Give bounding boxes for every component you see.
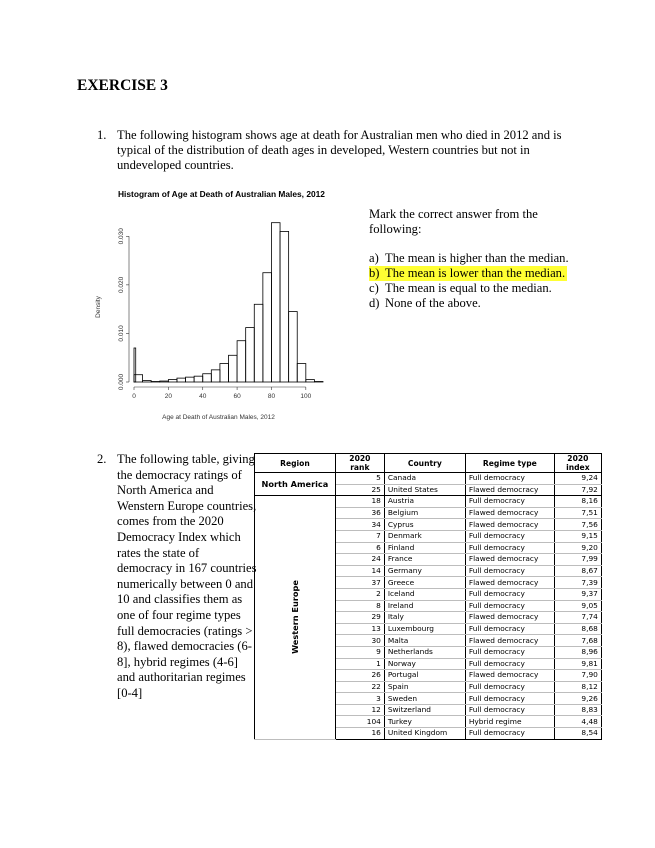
country-cell: Portugal [384, 670, 465, 682]
rank-cell: 5 [335, 473, 384, 485]
region-cell [255, 473, 336, 496]
regime-cell: Full democracy [465, 658, 554, 670]
country-cell: Finland [384, 542, 465, 554]
histogram-bar [177, 378, 186, 382]
histogram-bar [203, 374, 212, 382]
regime-cell: Full democracy [465, 623, 554, 635]
regime-cell: Full democracy [465, 646, 554, 658]
histogram-bar [168, 380, 177, 382]
regime-cell: Full democracy [465, 728, 554, 740]
question-1-text: The following histogram shows age at death for Australian men who died in 2012 and is typical of the distribution of death ages in developed, Western countries but not in undeveloped countries. [117, 128, 562, 172]
region-cell [255, 496, 336, 739]
regime-cell: Hybrid regime [465, 716, 554, 728]
country-cell: Norway [384, 658, 465, 670]
rank-cell: 12 [335, 704, 384, 716]
option-d[interactable] [369, 296, 569, 311]
x-tick-label: 40 [199, 393, 207, 400]
regime-cell: Flawed democracy [465, 635, 554, 647]
histogram-bar [194, 376, 203, 382]
histogram-bar [220, 364, 229, 382]
country-cell: Denmark [384, 530, 465, 542]
country-cell: Sweden [384, 693, 465, 705]
question-1-prompt: Mark the correct answer from the following: [369, 207, 538, 236]
rank-cell: 1 [335, 658, 384, 670]
histogram-bar [211, 370, 220, 382]
y-tick-label: 0.020 [118, 276, 125, 293]
header-region: Region [255, 454, 336, 473]
index-cell: 9,37 [554, 588, 601, 600]
exercise-title: EXERCISE 3 [77, 77, 168, 94]
country-cell: Turkey [384, 716, 465, 728]
y-tick-label: 0.010 [118, 325, 125, 342]
y-tick-label: 0.030 [118, 228, 125, 245]
rank-cell: 30 [335, 635, 384, 647]
question-2-text: The following table, giving the democracy ratings of North America and Wenstern Europe countries, comes from the 2020 Democracy Index which rates the state of democracy in 167 countries numerically between 0 and 10 and classifies them as one of four regime types full democracies (ratings > 8), flawed democracies (6-8], hybrid regimes (4-6] and authoritarian regimes [0-4] [117, 452, 257, 700]
header-country: Country [384, 454, 465, 473]
country-cell: Greece [384, 577, 465, 589]
country-cell: France [384, 554, 465, 566]
option-c-text: The mean is equal to the median. [385, 281, 552, 295]
regime-cell: Flawed democracy [465, 554, 554, 566]
index-cell: 8,68 [554, 623, 601, 635]
country-cell: Germany [384, 565, 465, 577]
index-cell: 8,67 [554, 565, 601, 577]
index-cell: 7,74 [554, 612, 601, 624]
histogram-title: Histogram of Age at Death of Australian Males, 2012 [118, 189, 325, 199]
index-cell: 7,56 [554, 519, 601, 531]
rank-cell: 16 [335, 728, 384, 740]
option-a-letter: a) [369, 251, 379, 265]
y-axis-label: Density [95, 296, 102, 318]
country-cell: Netherlands [384, 646, 465, 658]
index-cell: 7,92 [554, 484, 601, 496]
index-cell: 7,68 [554, 635, 601, 647]
country-cell: Cyprus [384, 519, 465, 531]
histogram-bar [160, 381, 169, 382]
country-cell: Austria [384, 496, 465, 508]
index-cell: 4,48 [554, 716, 601, 728]
regime-cell: Flawed democracy [465, 507, 554, 519]
header-rank: 2020 rank [335, 454, 384, 473]
country-cell: Switzerland [384, 704, 465, 716]
histogram-bar [143, 381, 152, 382]
histogram-bar [246, 328, 255, 382]
index-cell: 9,05 [554, 600, 601, 612]
rank-cell: 104 [335, 716, 384, 728]
index-cell: 9,24 [554, 473, 601, 485]
country-cell: United States [384, 484, 465, 496]
histogram-bar [271, 223, 280, 382]
header-index: 2020 index [554, 454, 601, 473]
index-cell: 8,96 [554, 646, 601, 658]
country-cell: Italy [384, 612, 465, 624]
regime-cell: Flawed democracy [465, 484, 554, 496]
regime-cell: Flawed democracy [465, 612, 554, 624]
rank-cell: 9 [335, 646, 384, 658]
rank-cell: 18 [335, 496, 384, 508]
rank-cell: 37 [335, 577, 384, 589]
index-cell: 9,26 [554, 693, 601, 705]
option-b-text: The mean is lower than the median. [385, 266, 566, 280]
regime-cell: Full democracy [465, 704, 554, 716]
header-regime-type: Regime type [465, 454, 554, 473]
regime-cell: Full democracy [465, 542, 554, 554]
index-cell: 7,39 [554, 577, 601, 589]
regime-cell: Flawed democracy [465, 577, 554, 589]
question-1-number: 1. [97, 128, 107, 142]
option-a-text: The mean is higher than the median. [385, 251, 569, 265]
index-cell: 9,15 [554, 530, 601, 542]
regime-cell: Full democracy [465, 496, 554, 508]
option-b-highlighted[interactable] [369, 266, 567, 281]
histogram-bar [263, 273, 272, 382]
y-tick-label: 0.000 [118, 373, 125, 391]
country-cell: Iceland [384, 588, 465, 600]
option-a[interactable] [369, 251, 569, 266]
x-tick-label: 80 [267, 393, 276, 400]
histogram-bar [237, 341, 246, 382]
histogram-bar [306, 380, 315, 382]
answer-options [369, 251, 569, 311]
histogram-bar [280, 231, 289, 382]
histogram-bar [134, 375, 143, 382]
rank-cell: 7 [335, 530, 384, 542]
option-d-text: None of the above. [385, 296, 481, 310]
region-label: Western Europe [289, 580, 300, 655]
x-tick-label: 100 [300, 393, 312, 400]
country-cell: United Kingdom [384, 728, 465, 740]
histogram-bar [229, 355, 238, 382]
rank-cell: 6 [335, 542, 384, 554]
histogram-bar [186, 377, 195, 382]
index-cell: 9,81 [554, 658, 601, 670]
rank-cell: 25 [335, 484, 384, 496]
histogram-bar [254, 304, 263, 382]
rank-cell: 34 [335, 519, 384, 531]
histogram-chart [90, 200, 335, 432]
index-cell: 7,99 [554, 554, 601, 566]
country-cell: Malta [384, 635, 465, 647]
option-b-letter: b) [369, 266, 380, 280]
option-c-letter: c) [369, 281, 379, 295]
rank-cell: 2 [335, 588, 384, 600]
index-cell: 8,83 [554, 704, 601, 716]
rank-cell: 3 [335, 693, 384, 705]
regime-cell: Full democracy [465, 681, 554, 693]
rank-cell: 29 [335, 612, 384, 624]
country-cell: Canada [384, 473, 465, 485]
rank-cell: 13 [335, 623, 384, 635]
index-cell: 7,51 [554, 507, 601, 519]
country-cell: Spain [384, 681, 465, 693]
country-cell: Belgium [384, 507, 465, 519]
country-cell: Luxembourg [384, 623, 465, 635]
regime-cell: Full democracy [465, 473, 554, 485]
x-tick-label: 60 [233, 393, 241, 400]
index-cell: 9,20 [554, 542, 601, 554]
country-cell: Ireland [384, 600, 465, 612]
rank-cell: 22 [335, 681, 384, 693]
regime-cell: Flawed democracy [465, 670, 554, 682]
question-2-number: 2. [97, 452, 107, 466]
table-row [255, 496, 602, 508]
rank-cell: 8 [335, 600, 384, 612]
regime-cell: Full democracy [465, 565, 554, 577]
option-c[interactable] [369, 281, 569, 296]
regime-cell: Full democracy [465, 600, 554, 612]
region-label: North America [261, 479, 329, 490]
x-tick-label: 20 [164, 393, 172, 400]
rank-cell: 26 [335, 670, 384, 682]
index-cell: 8,16 [554, 496, 601, 508]
rank-cell: 24 [335, 554, 384, 566]
table-header-row [255, 454, 602, 473]
option-d-letter: d) [369, 296, 380, 310]
democracy-table [254, 453, 602, 740]
index-cell: 8,54 [554, 728, 601, 740]
x-axis-label: Age at Death of Australian Males, 2012 [162, 414, 275, 421]
regime-cell: Flawed democracy [465, 519, 554, 531]
regime-cell: Full democracy [465, 693, 554, 705]
index-cell: 7,90 [554, 670, 601, 682]
table-row [255, 473, 602, 485]
x-tick-label: 0 [132, 393, 136, 400]
index-cell: 8,12 [554, 681, 601, 693]
histogram-bar [289, 312, 298, 382]
rank-cell: 36 [335, 507, 384, 519]
histogram-spike-bar [134, 348, 136, 382]
rank-cell: 14 [335, 565, 384, 577]
table-body [255, 473, 602, 740]
regime-cell: Full democracy [465, 530, 554, 542]
regime-cell: Full democracy [465, 588, 554, 600]
histogram-bar [297, 364, 306, 382]
